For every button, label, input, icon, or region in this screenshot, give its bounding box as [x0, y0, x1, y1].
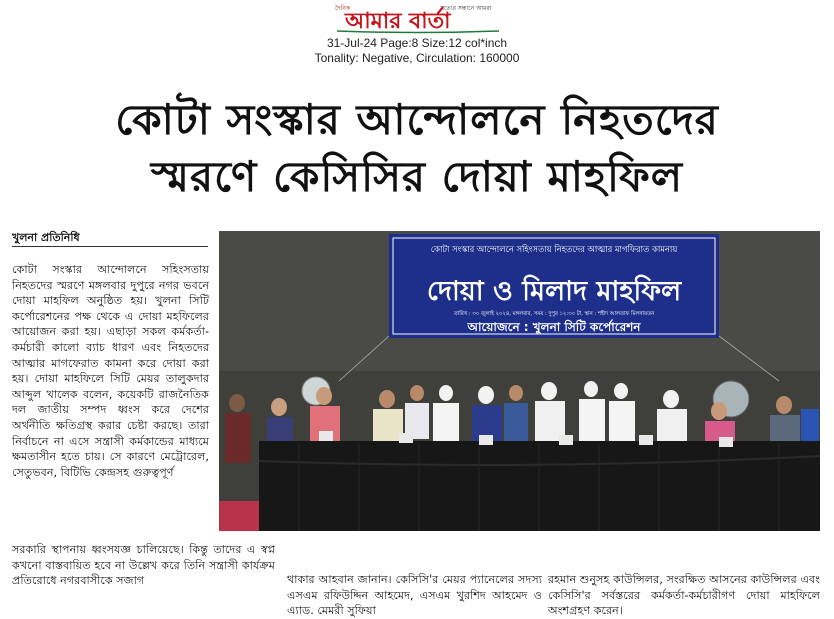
masthead-tagline-left: দৈনিক	[335, 5, 351, 12]
article-bottom-column-1: সরকারি স্থাপনায় ধ্বংসযজ্ঞ চালিয়েছে। কিন্তু তাদের এ স্বপ্ন কখনো বাস্তবায়িত হবে না উল্লেখ করে তিনি সন্ত্রাসী কার্যক্রম প্রতিরোধে নগরবাসীকে সজাগ	[12, 543, 275, 588]
banner-title: দোয়া ও মিলাদ মাহফিল	[426, 276, 682, 307]
article-bottom-column-3: রহমান শুনুসহ কাউন্সিলর, সংরক্ষিত আসনের কাউন্সিলর এবং কেসিসি'র সর্বস্তরের কর্মকর্তা-কর্মচারীগণ দোয়া মাহফিলে অংশগ্রহণ করেন।	[548, 573, 820, 618]
headline-line-1: কোটা সংস্কার আন্দোলনে নিহতদের	[115, 95, 719, 144]
event-photo-illustration	[219, 231, 820, 531]
byline-divider	[12, 246, 208, 247]
logo-text: আমার বার্তা	[345, 9, 451, 34]
newspaper-logo	[333, 4, 503, 34]
masthead-tagline-right: সত্যের সন্ধানে আমরা	[440, 5, 492, 12]
banner-top-text: কোটা সংস্কার আন্দোলনে সহিংসতায় নিহতদের আত্মার মাগফিরাত কামনায়	[430, 244, 678, 254]
headline-line-2: স্মরণে কেসিসির দোয়া মাহফিল	[150, 152, 684, 201]
event-photo	[219, 231, 820, 531]
byline: খুলনা প্রতিনিধি	[12, 231, 80, 244]
banner-organizer: আয়োজনে : খুলনা সিটি কর্পোরেশন	[467, 320, 641, 334]
banner-date-text: তারিখ : ৩০ জুলাই ২০২৪, মঙ্গলবার, সময় : দুপুর ১২:৩০ টা, স্থান : শহীদ আলতাফ মিলনায়তন	[453, 311, 655, 317]
clipping-meta-line-2: Tonality: Negative, Circulation: 160000	[314, 51, 520, 65]
clipping-meta-line-1: 31-Jul-24 Page:8 Size:12 col*inch	[326, 36, 508, 50]
article-column-1: কোটা সংস্কার আন্দোলনে সহিংসতায় নিহতদের স্মরণে মঙ্গলবার দুপুরে নগর ভবনে দোয়া মাহফিল অনুষ্ঠিত হয়। খুলনা সিটি কর্পোরেশনের পক্ষ থেকে এ দোয়া মহফিলের আয়োজন করা হয়। এছাড়া সকল কর্মকর্তা-কর্মচারী কালো ব্যাচ ধারণ এবং নিহতদের আত্মার মাগফেরাত কামনা করে দোয়া করা হয়। দোয়া মাহফিলে সিটি মেয়র তালুকদার আব্দুল খালেক বলেন, কয়েকটি রাজনৈতিক দল জাতীয় সম্পদ ধ্বংস করে দেশের অর্থনীতি ক্ষতিগ্রস্থ করার চেষ্টা করছে। তারা নির্বাচনে না এসে সন্ত্রাসী কর্মকান্ডের মাধ্যমে ক্ষমতাসীন হতে চায়। সে কারণে মেট্রোরেল, সেতুভবন, বিটিভি কেন্দ্রসহ গুরুত্বপূর্ণ	[12, 263, 209, 479]
article-bottom-column-2: থাকার আহবান জানান। কেসিসি'র মেয়র প্যানেলের সদস্য এসএম রফিউদ্দিন আহমেদ, এসএম খুরশিদ আহমেদ ও এ্যাড. মেমরী সুফিয়া	[287, 573, 542, 618]
